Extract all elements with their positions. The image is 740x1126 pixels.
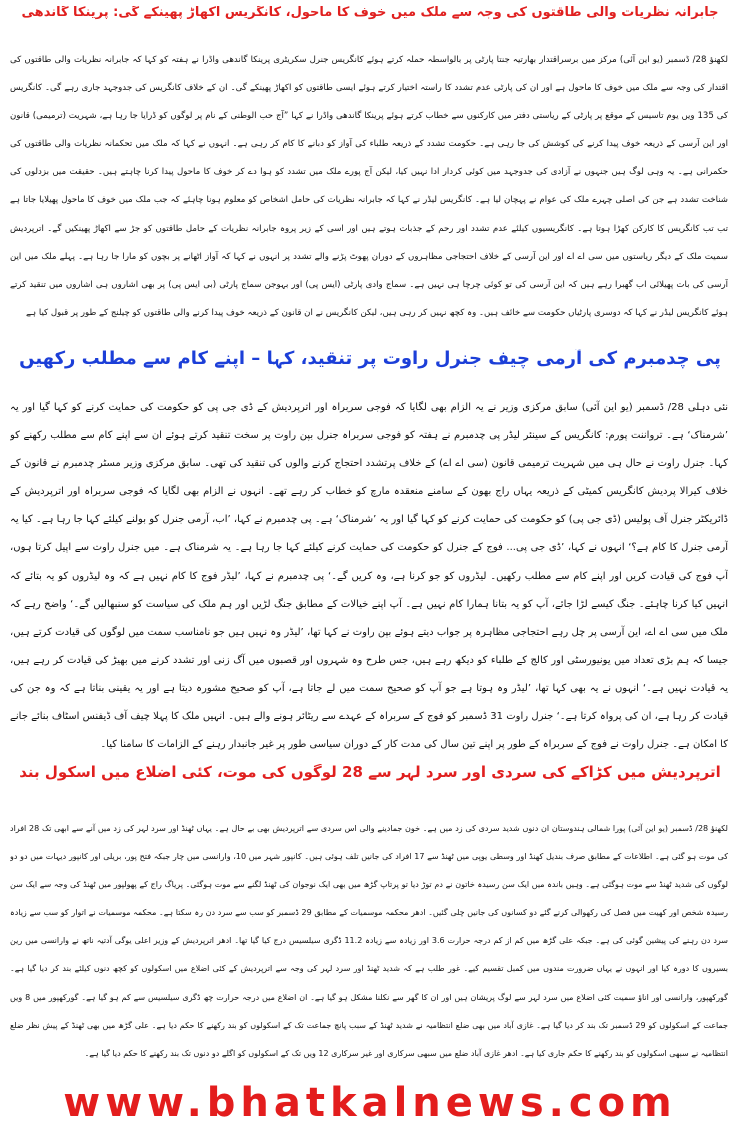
article-3-body: لکھنؤ 28/ ڈسمبر (یو این آئی) پورا شمالی ہندوستان ان دنوں شدید سردی کی زد میں ہے۔ خون جمادینے والی اس سردی سے اترپردیش بھی بے حال ہے۔ یہاں ٹھنڈ اور سرد لہر کی زد میں آنے سے ابھی تک 28 افراد کی موت ہو گئی ہے۔ اطلاعات کے مطابق صرف بندیل کھنڈ اور وسطی یوپی میں ٹھنڈ سے 17 افراد کی جانیں تلف ہوئی ہیں۔ کانپور شہر میں 10، وارانسی میں چار جبکہ فتح پور، بریلی اور کانپور دیہات میں دو دو لوگوں کی شدید ٹھنڈ سے موت ہوگئی ہے۔ وہیں باندہ میں ایک سن رسیدہ خاتون نے دم توڑ دیا تو پرتاپ گڑھ میں بھی ایک نوجوان کی ٹھنڈ لگنے سے موت ہوگئی۔ پریاگ راج کے پھولپور میں ٹھنڈ کی وجہ سے ایک سن رسیدہ شخص اور کھیت میں فصل کی رکھوالی کرنے گئے دو کسانوں کی جانیں چلی گئیں۔ ادھر محکمہ موسمیات کے مطابق 29 ڈسمبر کو سب سے سرد دن رہ سکتا ہے۔ محکمہ موسمیات نے اتوار کو سب سے زیادہ سرد دن رہنے کی پیشین گوئی کی ہے۔ جبکہ علی گڑھ میں کم از کم درجہ حرارت 3.6 اور زیادہ سے زیادہ 11.2 ڈگری سیلسیس درج کیا گیا تھا۔ ادھر اترپردیش کے وزیر اعلی یوگی آدتیہ ناتھ نے وارانسی میں رین بسیروں کا دورہ کیا اور انہوں نے یہاں ضرورت مندوں میں کمبل تقسیم کیے۔ غور طلب ہے کہ شدید ٹھنڈ اور سرد لہر کی وجہ سے اترپردیش کے کئی اضلاع میں اسکولوں کو کچھ دنوں کیلئے بند کر دیا گیا ہے۔ گورکھپور، وارانسی اور اناؤ سمیت کئی اضلاع میں سرد لہر سے لوگ پریشان ہیں اور ان کا گھر سے نکلنا مشکل ہو گیا ہے۔ ان اضلاع میں درجہ حرارت چھ ڈگری سیلسیس سے کم ہو گیا ہے۔ گورکھپور میں 8 ویں جماعت کے اسکولوں کو 29 ڈسمبر تک بند کر دیا گیا ہے۔ غازی آباد میں بھی ضلع انتظامیہ نے شدید ٹھنڈ کے سبب پانچ جماعت تک کے اسکولوں کو بند رکھنے کا حکم دیا ہے۔ علی گڑھ میں بھی ٹھنڈ کے پیش نظر ضلع انتظامیہ نے سبھی اسکولوں کو بند رکھنے کا حکم جاری کیا ہے۔ ادھر غازی آباد ضلع میں سبھی سرکاری اور غیر سرکاری 12 ویں تک کے اسکولوں کو اگلے دو دنوں تک بند رکھنے کا حکم دیا گیا ہے۔	[10, 824, 728, 1058]
article-1-body: لکھنؤ 28/ ڈسمبر (یو این آئی) مرکز میں برسراقتدار بھارتیہ جنتا پارٹی پر بالواسطہ حملہ کرتے ہوئے کانگریس جنرل سکریٹری پرینکا گاندھی واڈرا نے ہفتہ کو کہا کہ جابرانہ نظریات والی طاقتوں کی اقتدار کی وجہ سے ملک میں خوف کا ماحول ہے اور ان کی پارٹی عدم تشدد کا راستہ اختیار کرتے ہوئے ایسی طاقتوں کو اکھاڑ پھینکے گی۔ ان کے خلاف کانگریس کی جدوجہد جاری رہے گی۔ کانگریس کی 135 ویں یوم تاسیس کے موقع پر پارٹی کے ریاستی دفتر میں کارکنوں سے خطاب کرتے ہوئے پرینکا گاندھی واڈرا نے کہا ”آج حب الوطنی کے نام پر لوگوں کو ڈرایا جا رہا ہے، شہریت (ترمیمی) قانون اور این آرسی کے ذریعہ خوف پیدا کرنے کی کوشش کی جا رہی ہے۔ حکومت تشدد کے ذریعہ طلباء کی آواز کو دبانے کا کام کر رہی ہے۔ انہوں نے کہا کہ ملک میں تحکمانہ نظریات والی طاقتوں کی حکمرانی ہے۔ یہ وہی لوگ ہیں جنہوں نے آزادی کی جدوجہد میں کوئی کردار ادا نہیں کیا، لیکن آج پورے ملک میں تشدد کو ہوا دے کر خوف کا ماحول پیدا کرنا چاہتے ہیں۔ حقیقت میں بزدلوں کی شناخت تشدد ہے جن کی اصلی چہرے ملک کی عوام نے پہچان لیا ہے۔ کانگریس لیڈر نے کہا کہ جابرانہ نظریات کی حامل اشخاص کو معلوم ہونا چاہئے کہ جب ملک میں خوف کا ماحول پھیلایا جاتا ہے تب تب کانگریس کا کارکن کھڑا ہوتا ہے۔ کانگریسیوں کیلئے عدم تشدد اور رحم کے جذبات ہوتے ہیں اور اسی کے زیر پروہ جابرانہ نظریات کے حامل طاقتوں کو جڑ سے اکھاڑ پھینکیں گے۔ اترپردیش سمیت ملک کے دیگر ریاستوں میں سی اے اے اور این آرسی کے خلاف احتجاجی مظاہروں کے دوران پھوٹ پڑنے والے تشدد پر انہوں نے کہا کہ آواز اٹھانے پر بچوں کو مارا جا رہا ہے۔ پہلے ملک میں این آرسی کی بات پھیلائی اب گھبرا رہے ہیں کہ این آرسی کی تو کوئی چرچا ہی نہیں ہے۔ سماج وادی پارٹی (ایس پی) اور بہوجن سماج پارٹی (بی ایس پی) پر بھی اشاروں ہی اشاروں میں تنقید کرتے ہوئے کانگریس لیڈر نے کہا کہ دوسری پارٹیاں حکومت سے خائف ہیں۔ وہ کچھ نہیں کر رہی ہیں، لیکن کانگریس نے ان قانون کے ذریعہ خوف پیدا کرنے والی طاقتوں کو چیلنج کے طور پر قبول کیا ہے	[10, 55, 728, 318]
article-3-headline: اترپردیش میں کڑاکے کی سردی اور سرد لہر سے 28 لوگوں کی موت، کئی اضلاع میں اسکول بند	[19, 764, 721, 781]
article-1-headline: جابرانہ نظریات والی طاقتوں کی وجہ سے ملک میں خوف کا ماحول، کانگریس اکھاڑ پھینکے گی: پرینکا گاندھی	[21, 6, 719, 20]
site-watermark-url[interactable]: www.bhatkalnews.com	[63, 1080, 677, 1126]
article-2-headline: پی چدمبرم کی آرمی چیف جنرل راوت پر تنقید، کہا – اپنے کام سے مطلب رکھیں	[19, 349, 721, 369]
article-2-body: نئی دہلی 28/ ڈسمبر (یو این آئی) سابق مرکزی وزیر نے یہ الزام بھی لگایا کہ فوجی سربراہ اور اترپردیش کے ڈی جی پی کو حکومت کی حمایت کرنے کو کہا گیا اور یہ ’شرمناک‘ ہے۔ ترواننت پورم: کانگریس کے سینئر لیڈر پی چدمبرم نے ہفتہ کو فوجی سربراہ جنرل بپن راوت پر سخت تنقید کرتے ہوئے ان سے اپنے کام سے مطلب رکھنے کو کہا۔ جنرل راوت نے حال ہی میں شہریت ترمیمی قانون (سی اے اے) کے خلاف پرتشدد احتجاج کرنے والوں کی تنقید کی تھی۔ سابق مرکزی وزیر مسٹر چدمبرم نے قانون کے خلاف کیرالا پردیش کانگریس کمیٹی کے ذریعہ یہاں راج بھون کے سامنے منعقدہ مارچ کو خطاب کر رہے تھے۔ انہوں نے الزام بھی لگایا کہ فوجی سربراہ اور اترپردیش کے ڈائریکٹر جنرل آف پولیس (ڈی جی پی) کو حکومت کی حمایت کرنے کو کہا گیا اور یہ ’شرمناک‘ ہے۔ پی چدمبرم نے کہا، ’اب، آرمی جنرل کو بولنے کیلئے کہا جا رہا ہے۔ کیا یہ آرمی جنرل کا کام ہے؟‘ انہوں نے کہا، ’ڈی جی پی... فوج کے جنرل کو حکومت کی حمایت کرنے کیلئے کہا جا رہا ہے۔ یہ شرمناک ہے۔ میں جنرل راوت سے اپیل کرتا ہوں، آپ فوج کی قیادت کریں اور اپنے کام سے مطلب رکھیں۔ لیڈروں کو جو کرنا ہے، وہ کریں گے۔‘ پی چدمبرم نے کہا، ’لیڈر فوج کا کام نہیں ہے کہ وہ لیڈروں کو یہ بتائے کہ انہیں کیا کرنا چاہئے۔ جنگ کیسے لڑا جائے، آپ کو یہ بتانا ہمارا کام نہیں ہے۔ آپ اپنے خیالات کے مطابق جنگ لڑیں اور ہم ملک کی سیاست کو سنبھالیں گے۔‘ واضح رہے کہ ملک میں سی اے اے، این آرسی پر چل رہے احتجاجی مظاہرہ پر جواب دیتے ہوئے بپن راوت نے کہا تھا، ’لیڈر وہ نہیں ہیں جو نامناسب سمت میں لوگوں کی قیادت کرتے ہیں، جیسا کہ ہم بڑی تعداد میں یونیورسٹی اور کالج کے طلباء کو دیکھ رہے ہیں، جس طرح وہ شہروں اور قصبوں میں آگ زنی اور تشدد کرنے میں بھیڑ کی قیادت کر رہے ہیں، یہ قیادت نہیں ہے۔‘ انہوں نے یہ بھی کہا تھا، ’لیڈر وہ ہوتا ہے جو آپ کو صحیح سمت میں لے جاتا ہے، آپ کو صحیح مشورہ دیتا ہے اور یہ یقینی بناتا ہے کہ وہ جن کی قیادت کر رہا ہے، ان کی پرواہ کرتا ہے۔‘ جنرل راوت 31 ڈسمبر کو فوج کے سربراہ کے عہدے سے ریٹائر ہونے والے ہیں۔ انہیں ملک کا پہلا چیف آف ڈیفنس اسٹاف بنائے جانے کا امکان ہے۔ جنرل راوت نے فوج کے سربراہ کے طور پر اپنے تین سال کی مدت کار کے دوران سیاسی طور پر غیر جانبدار رہنے کے الزامات کا سامنا کیا۔	[10, 402, 728, 751]
